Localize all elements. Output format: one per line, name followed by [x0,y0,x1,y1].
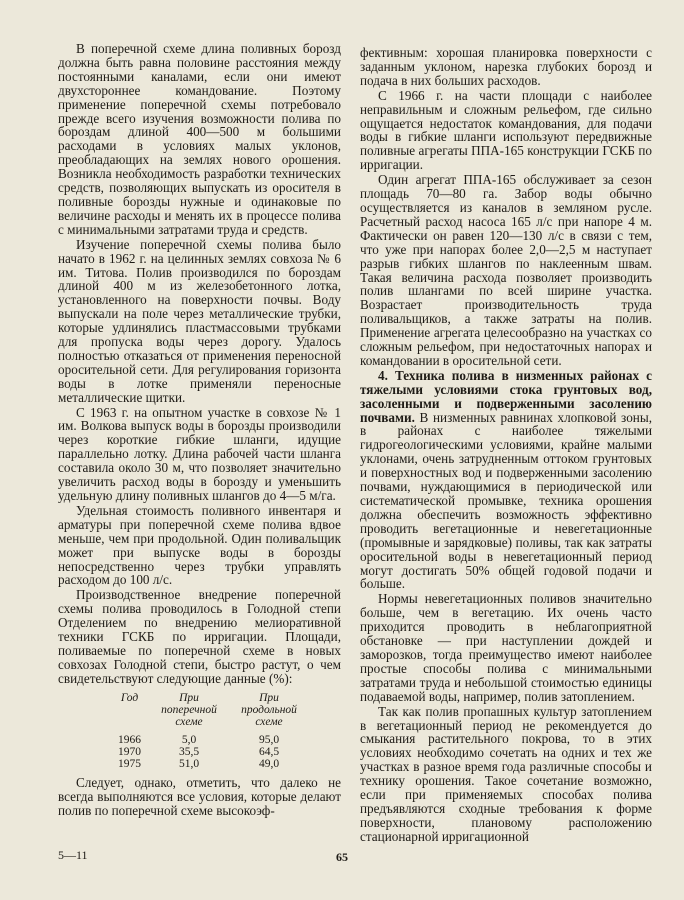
table-cell: 1966 [118,733,141,746]
paragraph: Нормы невегетационных поливов значительно больше, чем в вегетацию. Их очень часто приходится проводить в неблагоприятной обстановке — при наступлении дождей и заморозков, тогда преимущество имеют наиболее простые способы полива с минимальными затратами труда и небольшой стоимостью единицы подаваемой воды, например, полив затоплением. [360,591,652,704]
table-header: Год [120,691,139,704]
table-cell: 35,5 [178,745,200,758]
table-cell: 1970 [118,745,141,758]
paragraph: фективным: хорошая планировка поверхности с заданным уклоном, нарезка глубоких борозд и подача в них больших расходов. [360,45,652,88]
paragraph: Так как полив пропашных культур затоплением в вегетационный период не рекомендуется до смыкания растительного покрова, то в этих условиях необходимо сочетать на одних и тех же участках в разное время года различные способы и технику орошения. Такое сочетание возможно, если при применяемых способах полива предъявляются сходные требования к форме поверхности, плановому расположению стационарной ирригационной [360,703,652,844]
area-share-table [110,692,309,770]
left-column [58,42,341,817]
table-cell: 5,0 [181,733,197,746]
table-cell: 51,0 [178,757,200,770]
table-row [110,758,309,770]
paragraph: С 1963 г. на опытном участке в совхозе № 1 им. Волкова выпуск воды в борозды производили через короткие гибкие шланги, идущие параллельно лотку. Длина рабочей части шланга составила около 30 м, что позволяет значительно увеличить расход воды в борозду и уменьшить удельную длину поливных шлангов до 4—5 м/га. [58,404,341,503]
right-column [360,46,652,844]
paragraph: Производственное внедрение поперечной схемы полива проводилось в Голодной степи Отделением по внедрению мелиоративной техники ГСКБ по ирригации. Площади, поливаемые по поперечной схеме в новых совхозах Голодной степи, быстро растут, о чем свидетельствуют следующие данные (%): [58,587,341,686]
paragraph: С 1966 г. на части площади с наиболее неправильным и сложным рельефом, где сильно ощущается недостаток командования, для подачи воды в гибкие шланги используют передвижные поливные агрегаты ППА-165 конструкции ГСКБ по ирригации. [360,87,652,173]
table-cell: 1975 [118,757,141,770]
table-header: При продольной схеме [241,691,297,728]
table-cell: 95,0 [258,733,280,746]
section-heading: 4. Техника полива в низменных районах с тяжелыми условиями стока грунтовых вод, засоленными и подверженными засолению почвами. [360,367,652,425]
table-row [110,746,309,758]
paragraph: В поперечной схеме длина поливных борозд должна быть равна половине расстояния между постоянными каналами, если они имеют двухстороннее командование. Поэтому применение поперечной схемы потребовало прежде всего изучения возможности полива по бороздам длиной 400—500 м большими расходами в условиях малых уклонов, преобладающих на землях нового орошения. Возникла необходимость разработки технических средств, позволяющих выпускать из оросителя в поливные борозды нужные и одинаковые по величине расходы и менять их в процессе полива с минимальными затратами труда и средств. [58,41,341,237]
paragraph: Один агрегат ППА-165 обслуживает за сезон площадь 70—80 га. Забор воды обычно осуществляется из каналов в земляном русле. Расчетный расход насоса 165 л/с при напоре 4 м. Фактически он равен 120—130 л/с в связи с тем, что уже при напорах более 2,0—2,5 м наступает разрыв гибких шлангов по наклеенным швам. Такая величина расхода позволяет производить полив шлангами по всей ширине участка. Возрастает производительность труда поливальщиков, а также затраты на полив. Применение агрегата целесообразно на участках со сложным рельефом, при недостаточных напорах и командовании в оросительной сети. [360,172,652,368]
section-text: В низменных равнинах хлопковой зоны, в районах с наиболее тяжелыми гидрогеологическими условиями, крайне малыми уклонами, очень затрудненным оттоком грунтовых и поверхностных вод и подверженными засолению почвами, нуждающимися в периодической или систематической промывке, техника орошения должна обеспечить возможность эффективно проводить вегетационные и невегетационные (промывные и зарядковые) поливы, так как затраты оросительной воды в невегетационный период могут достигать 50% общей годовой подачи и больше. [360,409,652,592]
signature-mark: 5—11 [58,848,88,862]
page-number: 65 [336,850,348,864]
paragraph: Удельная стоимость поливного инвентаря и арматуры при поперечной схеме полива вдвое меньше, чем при продольной. Один поливальщик может при выпуске воды в борозды непосредственно через трубки управлять расходом до 100 л/с. [58,502,341,588]
table-header: При поперечной схеме [161,691,217,728]
paragraph: Изучение поперечной схемы полива было начато в 1962 г. на целинных землях совхоза № 6 им. Титова. Полив производился по бороздам длиной 400 м из железобетонного лотка, установленного на поверхности почвы. Воду выпускали на поле через металлические трубки, которые удлинялись пластмассовыми трубками для пропуска воды через дорогу. Удалось полностью отказаться от применения переносной оросительной сети. Для регулирования горизонта воды в лотке применяли переносные металлические щитки. [58,236,341,405]
section-paragraph [360,369,652,592]
table-row [110,728,309,746]
paragraph: Следует, однако, отметить, что далеко не всегда выполняются все условия, которые делают полив по поперечной схеме высокоэф- [58,774,341,818]
table-cell: 64,5 [258,745,280,758]
table-cell: 49,0 [258,757,280,770]
